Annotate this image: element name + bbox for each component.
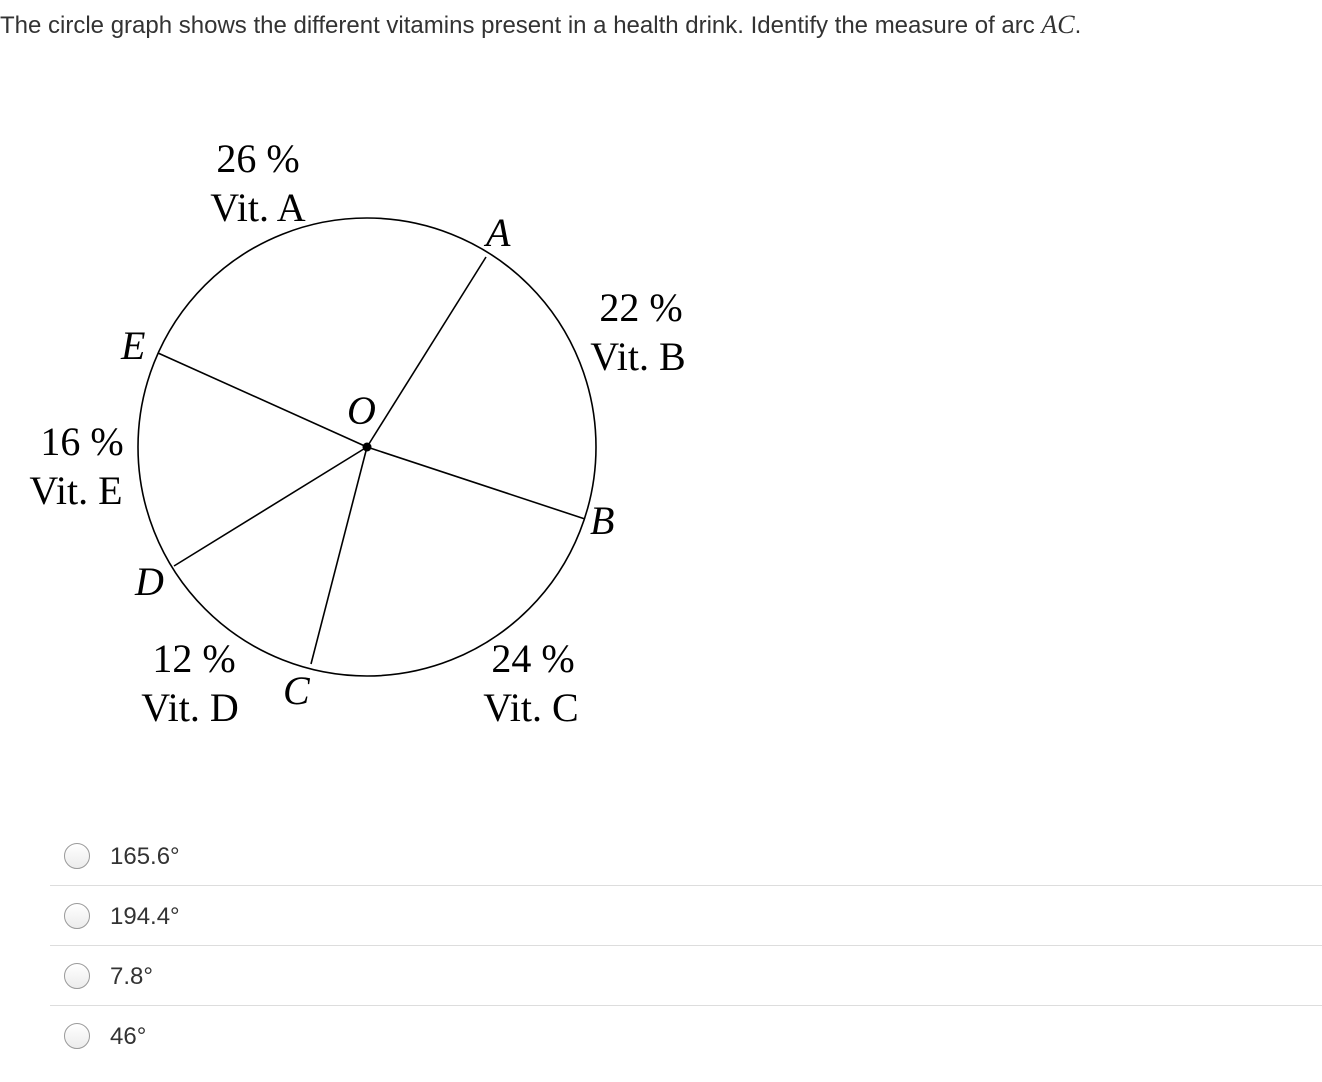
- point-e-label: E: [121, 323, 146, 368]
- sector-c-name: Vit. C: [483, 685, 579, 730]
- sector-d-name: Vit. D: [141, 685, 239, 730]
- sector-a-name: Vit. A: [210, 185, 306, 230]
- radius-oe: [158, 353, 367, 447]
- sector-e-name: Vit. E: [29, 468, 123, 513]
- sector-e-percent: 16 %: [40, 419, 124, 464]
- choice-label[interactable]: 194.4°: [110, 903, 180, 930]
- answer-choices: [50, 826, 1322, 1066]
- point-c-label: C: [283, 668, 310, 713]
- radio-button[interactable]: [64, 843, 90, 869]
- radius-oa: [367, 257, 486, 447]
- center-point: [363, 443, 372, 452]
- choice-option-3[interactable]: [50, 946, 1322, 1006]
- radius-oc: [311, 447, 367, 664]
- sector-a-percent: 26 %: [216, 136, 300, 181]
- choice-option-1[interactable]: [50, 826, 1322, 886]
- center-label: O: [347, 388, 376, 433]
- choice-label[interactable]: 165.6°: [110, 843, 180, 870]
- sector-b-name: Vit. B: [590, 334, 686, 379]
- sector-d-percent: 12 %: [152, 636, 236, 681]
- choice-option-2[interactable]: [50, 886, 1322, 946]
- choice-label[interactable]: 46°: [110, 1023, 147, 1050]
- arc-name: AC: [1041, 10, 1075, 39]
- sector-c-percent: 24 %: [491, 636, 575, 681]
- point-d-label: D: [135, 559, 164, 604]
- radius-od: [174, 447, 367, 566]
- radio-button[interactable]: [64, 903, 90, 929]
- question-end: .: [1074, 12, 1082, 39]
- radius-ob: [367, 447, 585, 519]
- radio-button[interactable]: [64, 1023, 90, 1049]
- sector-b-percent: 22 %: [599, 285, 683, 330]
- choice-label[interactable]: 7.8°: [110, 963, 153, 990]
- radio-button[interactable]: [64, 963, 90, 989]
- point-a-label: A: [486, 210, 511, 255]
- point-b-label: B: [590, 498, 615, 543]
- choice-option-4[interactable]: [50, 1006, 1322, 1066]
- question-prompt: The circle graph shows the different vitamins present in a health drink. Identify the measure of arc: [0, 12, 1042, 39]
